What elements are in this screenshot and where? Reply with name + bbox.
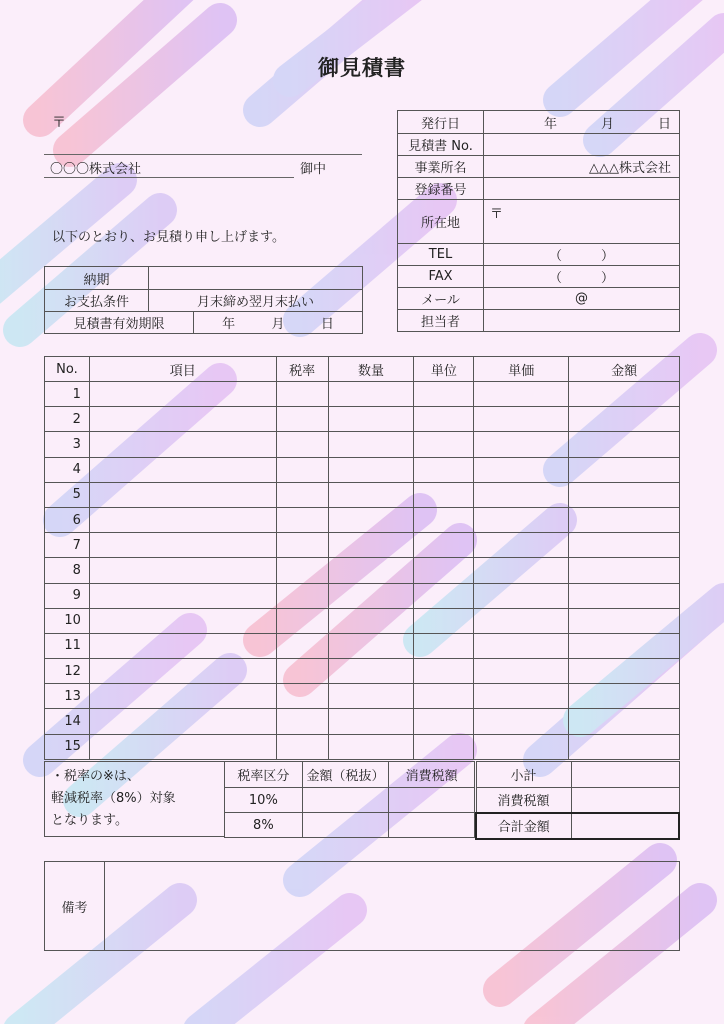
terms-value-payment[interactable]: 月末締め翌月末払い [149, 290, 363, 312]
row-item[interactable] [89, 382, 276, 407]
row-unit-price[interactable] [474, 407, 569, 432]
row-tax-rate[interactable] [276, 608, 328, 633]
header-no: No. [45, 357, 90, 382]
mail-label: メール [398, 288, 484, 310]
row-unit-price[interactable] [474, 709, 569, 734]
address-line [44, 154, 362, 155]
row-item[interactable] [89, 583, 276, 608]
row-no: 8 [45, 558, 90, 583]
subtotal-label: 小計 [476, 762, 571, 788]
row-item[interactable] [89, 457, 276, 482]
table-row [45, 533, 680, 558]
intro-text: 以下のとおり、お見積り申し上げます。 [52, 230, 285, 245]
table-row [45, 432, 680, 457]
row-quantity[interactable] [328, 457, 414, 482]
row-quantity[interactable] [328, 659, 414, 684]
summary-table [475, 761, 680, 840]
tax-8-amount[interactable] [302, 813, 389, 838]
items-body [45, 382, 680, 760]
row-no: 10 [45, 608, 90, 633]
row-unit[interactable] [414, 558, 474, 583]
row-no: 12 [45, 659, 90, 684]
subtotal-value[interactable] [571, 762, 679, 788]
row-tax-rate[interactable] [276, 382, 328, 407]
row-item[interactable] [89, 659, 276, 684]
tax-note-line1: ・税率の※は、 [51, 769, 140, 784]
issuer-table [397, 110, 680, 332]
row-quantity[interactable] [328, 734, 414, 759]
row-tax-rate[interactable] [276, 407, 328, 432]
row-unit[interactable] [414, 407, 474, 432]
row-amount[interactable] [569, 558, 680, 583]
postal-mark: 〒 [52, 115, 66, 131]
tax-breakdown-table [224, 761, 475, 838]
row-no: 1 [45, 382, 90, 407]
row-quantity[interactable] [328, 633, 414, 658]
row-item[interactable] [89, 734, 276, 759]
row-tax-rate[interactable] [276, 633, 328, 658]
row-no: 4 [45, 457, 90, 482]
issue-day: 日 [657, 116, 671, 132]
person-label: 担当者 [398, 310, 484, 332]
row-tax-rate[interactable] [276, 432, 328, 457]
row-amount[interactable] [569, 482, 680, 507]
row-no: 11 [45, 633, 90, 658]
issue-month: 月 [600, 116, 614, 132]
row-tax-rate[interactable] [276, 457, 328, 482]
expiry-month: 月 [271, 317, 285, 332]
row-tax-rate[interactable] [276, 684, 328, 709]
location-value[interactable] [484, 200, 680, 244]
tax-note [44, 761, 224, 837]
row-unit-price[interactable] [474, 659, 569, 684]
row-unit[interactable] [414, 734, 474, 759]
row-amount[interactable] [569, 457, 680, 482]
tax-header-amount: 金額（税抜） [302, 762, 389, 788]
row-amount[interactable] [569, 709, 680, 734]
tax-header-category: 税率区分 [225, 762, 303, 788]
recipient-company[interactable]: 〇〇〇株式会社 [44, 158, 294, 178]
row-tax-rate[interactable] [276, 709, 328, 734]
row-tax-rate[interactable] [276, 734, 328, 759]
row-unit[interactable] [414, 507, 474, 532]
document-title: 御見積書 [318, 56, 406, 80]
row-quantity[interactable] [328, 558, 414, 583]
row-unit-price[interactable] [474, 734, 569, 759]
row-unit-price[interactable] [474, 608, 569, 633]
row-no: 3 [45, 432, 90, 457]
tax-10-amount[interactable] [302, 788, 389, 813]
terms-label-payment: お支払条件 [45, 290, 149, 312]
row-tax-rate[interactable] [276, 533, 328, 558]
tax-header-tax: 消費税額 [389, 762, 475, 788]
row-item[interactable] [89, 558, 276, 583]
table-row [45, 608, 680, 633]
honorific: 御中 [300, 162, 327, 177]
location-postal: 〒 [490, 207, 504, 222]
row-unit-price[interactable] [474, 507, 569, 532]
row-tax-rate[interactable] [276, 659, 328, 684]
row-tax-rate[interactable] [276, 507, 328, 532]
header-quantity: 数量 [328, 357, 414, 382]
row-unit-price[interactable] [474, 457, 569, 482]
estimate-no-label: 見積書 No. [398, 134, 484, 156]
reg-no-label: 登録番号 [398, 178, 484, 200]
row-unit[interactable] [414, 382, 474, 407]
row-amount[interactable] [569, 382, 680, 407]
row-quantity[interactable] [328, 608, 414, 633]
row-amount[interactable] [569, 407, 680, 432]
header-amount: 金額 [569, 357, 680, 382]
row-no: 7 [45, 533, 90, 558]
row-unit[interactable] [414, 659, 474, 684]
row-quantity[interactable] [328, 709, 414, 734]
row-unit[interactable] [414, 457, 474, 482]
row-quantity[interactable] [328, 382, 414, 407]
tax-rate-10: 10% [225, 788, 303, 813]
row-quantity[interactable] [328, 407, 414, 432]
tax-8-tax[interactable] [389, 813, 475, 838]
issue-date-label: 発行日 [398, 111, 484, 134]
row-unit[interactable] [414, 533, 474, 558]
office-value[interactable]: △△△株式会社 [484, 156, 680, 178]
row-unit[interactable] [414, 709, 474, 734]
fax-label: FAX [398, 266, 484, 288]
table-row [45, 734, 680, 759]
terms-value-expiry[interactable] [194, 312, 363, 334]
office-label: 事業所名 [398, 156, 484, 178]
table-row [45, 457, 680, 482]
person-value[interactable] [484, 310, 680, 332]
table-row [45, 482, 680, 507]
table-row [45, 382, 680, 407]
tax-rate-8: 8% [225, 813, 303, 838]
header-item: 項目 [89, 357, 276, 382]
row-quantity[interactable] [328, 583, 414, 608]
estimate-no-value[interactable] [484, 134, 680, 156]
tax-total-value[interactable] [571, 788, 679, 813]
row-unit-price[interactable] [474, 533, 569, 558]
row-quantity[interactable] [328, 507, 414, 532]
table-row [45, 709, 680, 734]
table-row [45, 633, 680, 658]
row-unit[interactable] [414, 482, 474, 507]
remarks-value[interactable] [105, 862, 680, 951]
row-no: 5 [45, 482, 90, 507]
grand-total-label: 合計金額 [476, 813, 571, 839]
grand-total-value[interactable] [571, 813, 679, 839]
table-row [45, 659, 680, 684]
row-quantity[interactable] [328, 533, 414, 558]
row-amount[interactable] [569, 507, 680, 532]
row-amount[interactable] [569, 533, 680, 558]
row-quantity[interactable] [328, 432, 414, 457]
row-unit-price[interactable] [474, 482, 569, 507]
row-no: 13 [45, 684, 90, 709]
row-no: 6 [45, 507, 90, 532]
row-quantity[interactable] [328, 482, 414, 507]
row-amount[interactable] [569, 633, 680, 658]
row-amount[interactable] [569, 432, 680, 457]
row-unit-price[interactable] [474, 382, 569, 407]
table-row [45, 558, 680, 583]
row-tax-rate[interactable] [276, 583, 328, 608]
issue-date-value[interactable] [484, 111, 680, 134]
expiry-year: 年 [222, 317, 236, 332]
table-row [45, 407, 680, 432]
row-quantity[interactable] [328, 684, 414, 709]
remarks-label: 備考 [45, 862, 105, 951]
terms-table [44, 266, 363, 334]
tax-note-line2: 軽減税率（8%）対象 [51, 791, 176, 806]
row-item[interactable] [89, 633, 276, 658]
row-no: 15 [45, 734, 90, 759]
reg-no-value[interactable] [484, 178, 680, 200]
tax-total-label: 消費税額 [476, 788, 571, 813]
row-amount[interactable] [569, 684, 680, 709]
row-amount[interactable] [569, 608, 680, 633]
header-unit: 単位 [414, 357, 474, 382]
row-item[interactable] [89, 432, 276, 457]
table-row [45, 507, 680, 532]
table-row [45, 583, 680, 608]
row-unit-price[interactable] [474, 633, 569, 658]
row-item[interactable] [89, 407, 276, 432]
row-unit-price[interactable] [474, 558, 569, 583]
expiry-day: 日 [320, 317, 334, 332]
tax-10-tax[interactable] [389, 788, 475, 813]
row-unit[interactable] [414, 608, 474, 633]
header-tax-rate: 税率 [276, 357, 328, 382]
row-item[interactable] [89, 507, 276, 532]
row-tax-rate[interactable] [276, 482, 328, 507]
row-item[interactable] [89, 482, 276, 507]
row-no: 2 [45, 407, 90, 432]
tel-label: TEL [398, 244, 484, 266]
location-label: 所在地 [398, 200, 484, 244]
row-item[interactable] [89, 533, 276, 558]
row-unit-price[interactable] [474, 684, 569, 709]
items-table [44, 356, 680, 760]
tel-value[interactable]: （ ） [484, 244, 680, 266]
row-unit-price[interactable] [474, 583, 569, 608]
row-item[interactable] [89, 709, 276, 734]
fax-value[interactable]: （ ） [484, 266, 680, 288]
row-no: 9 [45, 583, 90, 608]
tax-note-line3: となります。 [51, 813, 128, 828]
row-amount[interactable] [569, 659, 680, 684]
row-item[interactable] [89, 684, 276, 709]
header-unit-price: 単価 [474, 357, 569, 382]
row-amount[interactable] [569, 734, 680, 759]
row-unit[interactable] [414, 684, 474, 709]
row-unit[interactable] [414, 633, 474, 658]
row-no: 14 [45, 709, 90, 734]
terms-value-delivery[interactable] [149, 267, 363, 290]
row-amount[interactable] [569, 583, 680, 608]
row-unit[interactable] [414, 583, 474, 608]
row-tax-rate[interactable] [276, 558, 328, 583]
table-row [45, 684, 680, 709]
terms-label-expiry: 見積書有効期限 [45, 312, 194, 334]
row-unit[interactable] [414, 432, 474, 457]
row-item[interactable] [89, 608, 276, 633]
mail-value[interactable]: @ [484, 288, 680, 310]
row-unit-price[interactable] [474, 432, 569, 457]
remarks-table [44, 861, 680, 951]
terms-label-delivery: 納期 [45, 267, 149, 290]
issue-year: 年 [543, 116, 557, 132]
